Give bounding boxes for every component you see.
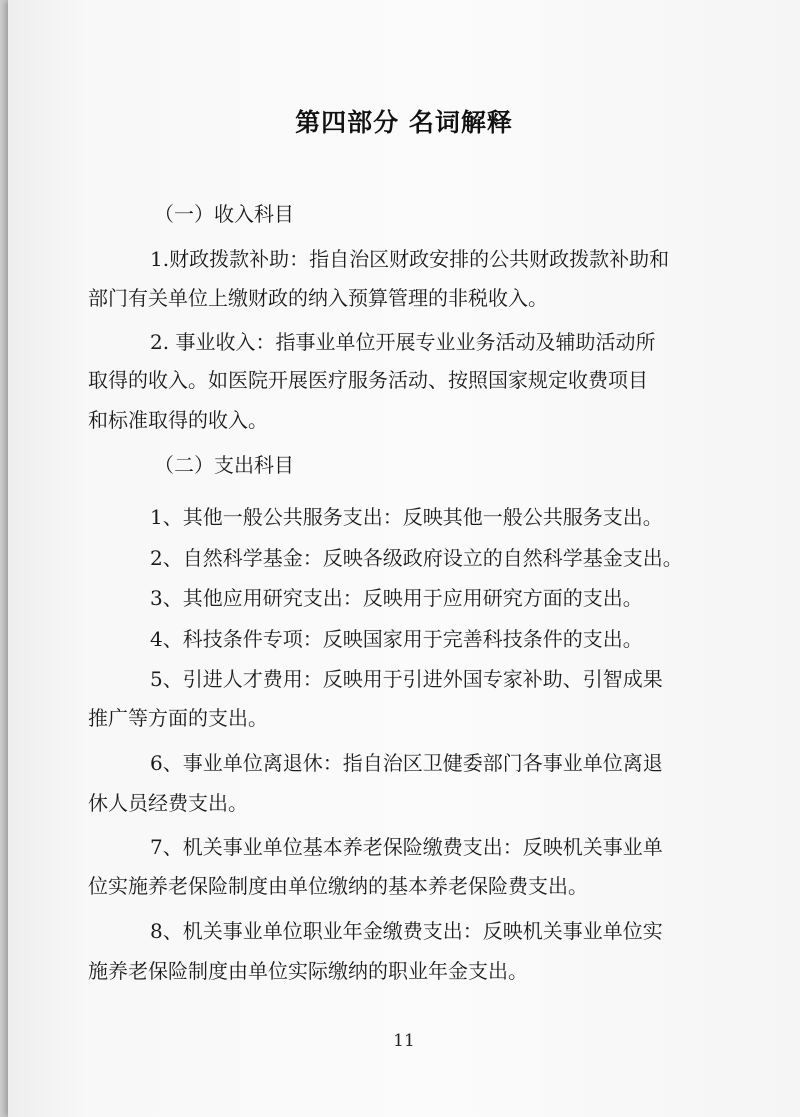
page-title: 第四部分 名词解释: [295, 108, 513, 137]
paragraph-line: 1、其他一般公共服务支出：反映其他一般公共服务支出。: [150, 505, 663, 529]
paragraph-line: 6、事业单位离退休：指自治区卫健委部门各事业单位离退: [150, 751, 663, 775]
section-heading-income: （一）收入科目: [154, 202, 294, 226]
paragraph-line: 5、引进人才费用：反映用于引进外国专家补助、引智成果: [150, 667, 663, 691]
paragraph-line: 位实施养老保险制度由单位缴纳的基本养老保险费支出。: [88, 874, 588, 898]
paragraph-line: 休人员经费支出。: [88, 791, 248, 815]
paragraph-line: 推广等方面的支出。: [88, 706, 268, 730]
paragraph-line: 2、自然科学基金：反映各级政府设立的自然科学基金支出。: [150, 546, 683, 570]
page-number: 11: [393, 1031, 415, 1051]
paragraph-line: 施养老保险制度由单位实际缴纳的职业年金支出。: [88, 959, 528, 983]
paragraph-line: 1.财政拨款补助：指自治区财政安排的公共财政拨款补助和: [150, 247, 670, 271]
paragraph-line: 4、科技条件专项：反映国家用于完善科技条件的支出。: [150, 627, 643, 651]
paragraph-line: 和标准取得的收入。: [88, 408, 268, 432]
paragraph-line: 取得的收入。如医院开展医疗服务活动、按照国家规定收费项目: [88, 368, 648, 392]
paragraph-line: 8、机关事业单位职业年金缴费支出：反映机关事业单位实: [150, 919, 663, 943]
paragraph-line: 部门有关单位上缴财政的纳入预算管理的非税收入。: [88, 286, 548, 310]
paragraph-line: 2. 事业收入：指事业单位开展专业业务活动及辅助活动所: [150, 330, 656, 354]
document-page: [8, 0, 800, 1117]
section-heading-expense: （二）支出科目: [154, 453, 294, 477]
paragraph-line: 3、其他应用研究支出：反映用于应用研究方面的支出。: [150, 586, 643, 610]
paragraph-line: 7、机关事业单位基本养老保险缴费支出：反映机关事业单: [150, 835, 663, 859]
